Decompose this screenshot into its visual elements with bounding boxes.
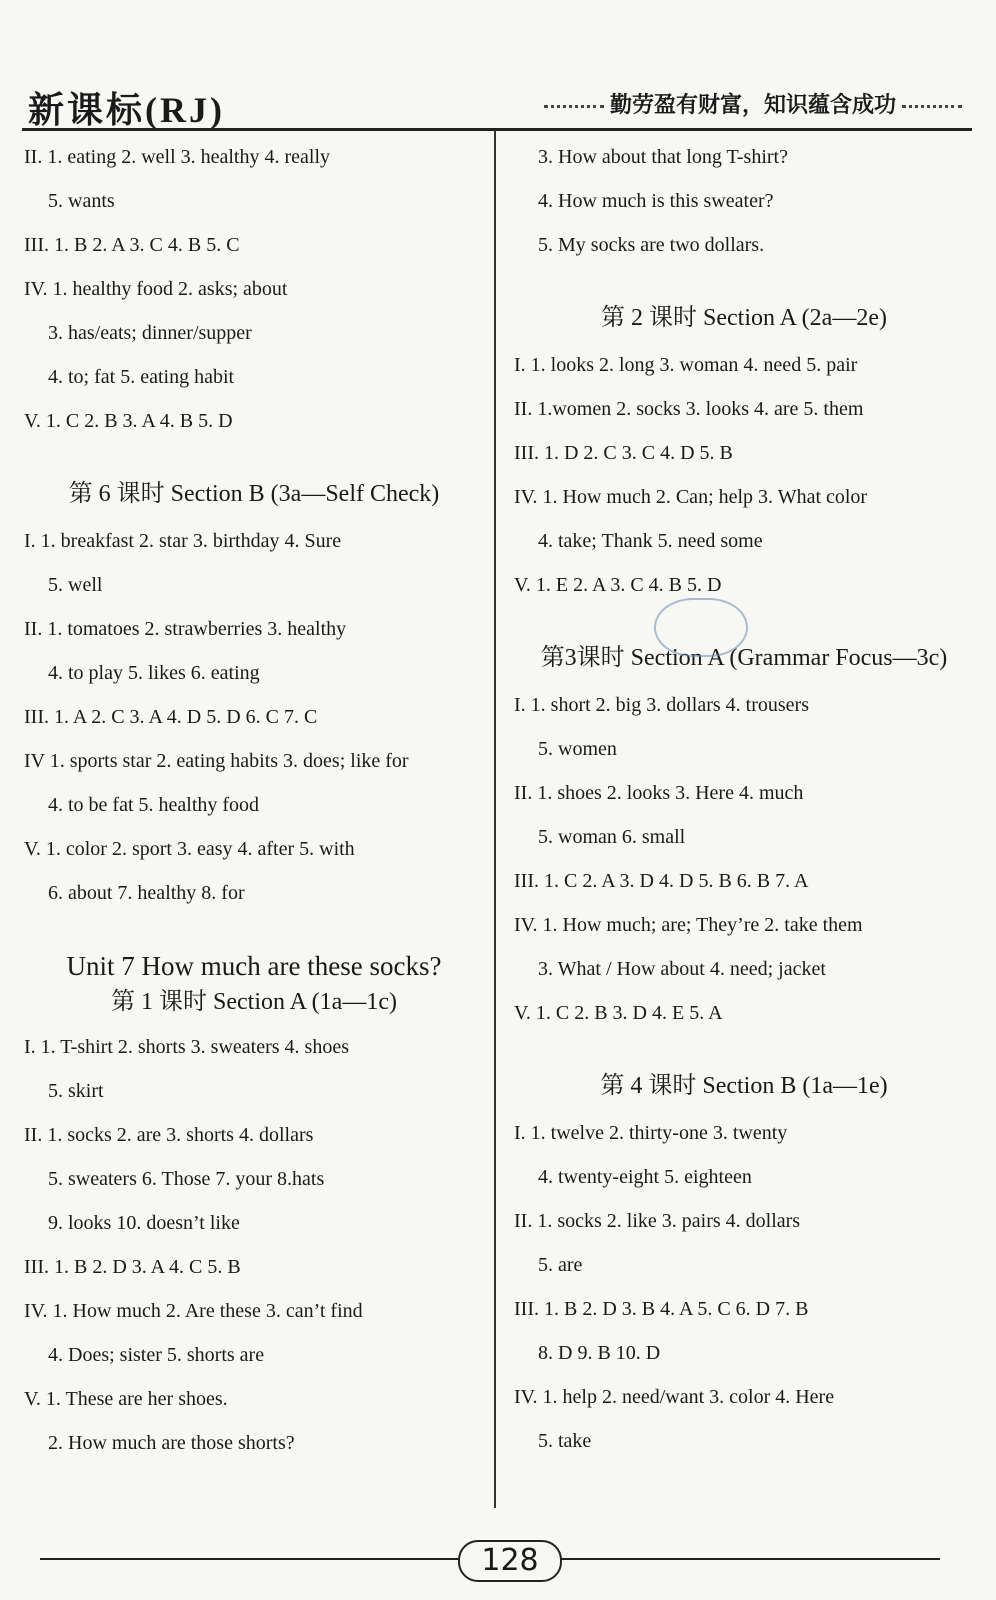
answer-line: I. 1. twelve 2. thirty-one 3. twenty [514,1122,788,1144]
header-rule [22,128,972,131]
answer-line: 5. wants [48,190,115,212]
answer-line: 6. about 7. healthy 8. for [48,882,245,904]
answer-line: II. 1. socks 2. like 3. pairs 4. dollars [514,1210,801,1232]
section-title: 第 1 课时 Section A (1a—1c) [111,989,397,1015]
page-header [22,78,972,128]
answer-line: 4. take; Thank 5. need some [538,530,763,552]
brand-title: 新课标(RJ) [28,90,225,130]
answer-line: 3. What / How about 4. need; jacket [538,958,826,980]
answer-line: 4. Does; sister 5. shorts are [48,1344,265,1366]
stamp-watermark [654,598,748,657]
motto-dash-left [544,105,604,108]
answer-line: III. 1. D 2. C 3. C 4. D 5. B [514,442,733,464]
answer-line: 5. are [538,1254,583,1276]
answer-line: 2. How much are those shorts? [48,1432,295,1454]
left-column [24,135,484,1465]
answer-line: 4. twenty-eight 5. eighteen [538,1166,752,1188]
answer-line: I. 1. breakfast 2. star 3. birthday 4. Sure [24,530,342,552]
answer-line: V. 1. C 2. B 3. A 4. B 5. D [24,410,233,432]
answer-line: 5. skirt [48,1080,104,1102]
answer-line: IV 1. sports star 2. eating habits 3. does; like for [24,750,409,772]
answer-line: 4. How much is this sweater? [538,190,774,212]
answer-line: IV. 1. How much 2. Are these 3. can’t find [24,1300,363,1322]
answer-line: 5. My socks are two dollars. [538,234,765,256]
answer-line: 4. to play 5. likes 6. eating [48,662,260,684]
section-title: 第 6 课时 Section B (3a—Self Check) [68,481,440,507]
answer-line: 3. How about that long T-shirt? [538,146,788,168]
motto-dash-right [902,105,962,108]
answer-line: II. 1.women 2. socks 3. looks 4. are 5. them [514,398,864,420]
answer-line: V. 1. color 2. sport 3. easy 4. after 5. with [24,838,355,860]
answer-line: 5. take [538,1430,592,1452]
answer-line: I. 1. short 2. big 3. dollars 4. trousers [514,694,809,716]
answer-line: 9. looks 10. doesn’t like [48,1212,240,1234]
answer-line: III. 1. B 2. A 3. C 4. B 5. C [24,234,240,256]
answer-line: II. 1. tomatoes 2. strawberries 3. healthy [24,618,347,640]
answer-line: V. 1. C 2. B 3. D 4. E 5. A [514,1002,723,1024]
answer-line: IV. 1. healthy food 2. asks; about [24,278,288,300]
answer-line: 5. well [48,574,103,596]
page-number: 128 [458,1540,562,1582]
answer-line: III. 1. C 2. A 3. D 4. D 5. B 6. B 7. A [514,870,809,892]
answer-line: II. 1. eating 2. well 3. healthy 4. really [24,146,331,168]
section-title: 第 4 课时 Section B (1a—1e) [600,1073,888,1099]
answer-line: 3. has/eats; dinner/supper [48,322,252,344]
answer-line: III. 1. B 2. D 3. A 4. C 5. B [24,1256,241,1278]
answer-line: IV. 1. How much 2. Can; help 3. What color [514,486,868,508]
motto [538,88,968,119]
answer-line: V. 1. E 2. A 3. C 4. B 5. D [514,574,722,596]
page-footer [40,1540,940,1580]
answer-line: III. 1. A 2. C 3. A 4. D 5. D 6. C 7. C [24,706,318,728]
answer-line: III. 1. B 2. D 3. B 4. A 5. C 6. D 7. B [514,1298,809,1320]
answer-line: IV. 1. help 2. need/want 3. color 4. Here [514,1386,835,1408]
answer-line: V. 1. These are her shoes. [24,1388,228,1410]
answer-line: 5. women [538,738,617,760]
right-column [514,135,974,1463]
answer-line: 5. woman 6. small [538,826,686,848]
answer-line: 4. to; fat 5. eating habit [48,366,235,388]
section-title: 第 2 课时 Section A (2a—2e) [601,305,887,331]
column-divider [494,130,496,1508]
answer-line: I. 1. T-shirt 2. shorts 3. sweaters 4. shoes [24,1036,349,1058]
answer-line: II. 1. shoes 2. looks 3. Here 4. much [514,782,804,804]
unit-title: Unit 7 How much are these socks? [66,951,442,981]
answer-line: IV. 1. How much; are; They’re 2. take them [514,914,863,936]
answer-line: 4. to be fat 5. healthy food [48,794,260,816]
answer-line: II. 1. socks 2. are 3. shorts 4. dollars [24,1124,314,1146]
motto-text: 勤劳盈有财富，知识蕴含成功 [609,92,896,117]
answer-line: I. 1. looks 2. long 3. woman 4. need 5. pair [514,354,858,376]
answer-line: 5. sweaters 6. Those 7. your 8.hats [48,1168,325,1190]
answer-line: 8. D 9. B 10. D [538,1342,661,1364]
section-title: 第3课时 Section A (Grammar Focus—3c) [540,645,948,671]
